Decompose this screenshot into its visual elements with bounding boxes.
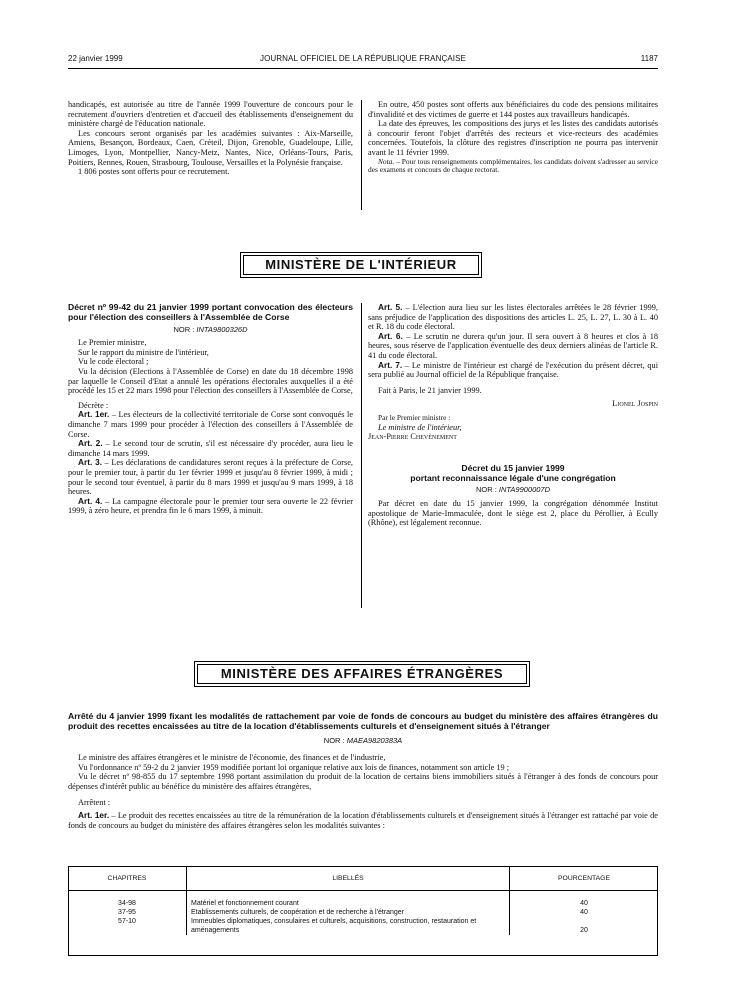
article-paragraph — [68, 811, 658, 830]
header-journal-title: JOURNAL OFFICIEL DE LA RÉPUBLIQUE FRANÇAISE — [260, 54, 466, 63]
ministry-foreign-title: MINISTÈRE DES AFFAIRES ÉTRANGÈRES — [197, 664, 527, 684]
minister-name: Jean-Pierre Chevènement — [368, 432, 457, 442]
article-label: Art. 1er. — [78, 810, 110, 821]
paragraph: handicapés, est autorisée au titre de l'année 1999 l'ouverture de concours pour le recrutement d'ouvriers d'entretien et d'accueil des établissements d'enseignement du ministère chargé de l'éducation nationale. — [68, 100, 353, 129]
article-text: – Le ministre de l'intérieur est chargé de l'exécution du présent décret, qui sera publié au Journal officiel de la République française. — [368, 360, 658, 380]
cell-chapitre: 57-10 — [68, 917, 187, 935]
table-row — [68, 917, 658, 935]
top-right-column — [368, 100, 658, 175]
column-divider — [361, 100, 362, 210]
nor-value: MAEA9820383A — [346, 735, 403, 745]
cell-libelle: Matériel et fonctionnement courant — [187, 899, 510, 908]
column-divider — [361, 303, 362, 608]
ministry-interior-title: MINISTÈRE DE L'INTÉRIEUR — [243, 255, 479, 275]
table-header-row — [68, 866, 658, 891]
cell-chapitre: 34-98 — [68, 899, 187, 908]
page-header — [68, 54, 658, 68]
ministry-foreign-box — [194, 661, 530, 687]
paragraph: 1 806 postes sont offerts pour ce recrutement. — [78, 167, 230, 177]
nor-label: NOR : — [323, 735, 347, 745]
decree1-title: Décret nº 99-42 du 21 janvier 1999 portant convocation des électeurs pour l'élection des conseillers à l'Assemblée de Corse — [68, 302, 353, 322]
top-left-column — [68, 100, 353, 177]
article-label: Art. 5. — [378, 302, 403, 312]
arretent-label: Arrêtent : — [78, 797, 111, 807]
paragraph: Le ministre des affaires étrangères et le ministre de l'économie, des finances et de l'industrie, — [78, 753, 386, 763]
by-pm: Par le Premier ministre : — [378, 412, 451, 422]
article-label: Art. 6. — [378, 330, 403, 341]
article-paragraph — [68, 458, 353, 496]
decree1-left-column — [68, 303, 353, 516]
cell-pourcentage: 40 — [580, 899, 588, 907]
paragraph: Par décret en date du 15 janvier 1999, la congrégation dénommée Institut apostolique de Marie-Immaculée, dont le siège est 2, place du Pérollier, à Ecully (Rhône), est légalement reconnue. — [368, 498, 658, 528]
minister-title — [368, 423, 658, 433]
article-label: Art. 3. — [78, 457, 103, 468]
decree2-title-line2: portant reconnaissance légale d'une congrégation — [410, 472, 616, 483]
header-rule — [68, 68, 658, 69]
nota-text: – Pour tous renseignements complémentaires, les candidats doivent s'adresser au service des examens et concours de chaque rectorat. — [368, 156, 658, 175]
article-paragraph — [368, 361, 658, 380]
nor-label: NOR : — [475, 485, 499, 495]
decree2-nor — [368, 485, 658, 495]
paragraph: En outre, 450 postes sont offerts aux bénéficiaires du code des pensions militaires d'invalidité et des victimes de guerre et 144 postes aux travailleurs handicapés. — [368, 100, 658, 119]
article-paragraph — [68, 439, 353, 458]
article-paragraph — [68, 410, 353, 439]
article-text: – Le second tour de scrutin, s'il est nécessaire d'y procéder, aura lieu le dimanche 14 mars 1999. — [68, 439, 353, 458]
cell-libelle: Immeubles diplomatiques, consulaires et culturels, acquisitions, construction, restauration et aménagements — [187, 917, 510, 935]
paragraph: Sur le rapport du ministre de l'intérieur, — [78, 347, 209, 357]
decrete-label: Décrète : — [78, 400, 109, 410]
article-label: Art. 2. — [78, 438, 103, 449]
cell-libelle: Etablissements culturels, de coopération et de recherche à l'étranger — [187, 908, 510, 917]
nor-label: NOR : — [173, 324, 197, 334]
arrete-nor — [68, 736, 658, 746]
table-row — [68, 899, 658, 908]
article-label: Art. 1er. — [78, 409, 110, 420]
paragraph: Le Premier ministre, — [78, 338, 147, 348]
article-label: Art. 7. — [378, 359, 403, 370]
signatory: Lionel Jospin — [612, 399, 658, 409]
header-date: 22 janvier 1999 — [68, 54, 123, 63]
paragraph: La date des épreuves, les compositions des jurys et les listes des candidats autorisés à concourir feront l'objet d'arrêtés des recteurs et vice-recteurs des académies concernées. Toutefois, la clôture des registres d'inscription ne pourra pas intervenir avant le 11 février 1999. — [368, 119, 658, 157]
nota-label: Nota. — [378, 156, 395, 166]
decree1-nor — [68, 325, 353, 335]
paragraph: Les concours seront organisés par les académies suivantes : Aix-Marseille, Amiens, Besançon, Bordeaux, Caen, Créteil, Dijon, Grenoble, Guadeloupe, Lille, Limoges, Lyon, Montpellier, Nancy-Metz, Nantes, Nice, Orléans-Tours, Paris, Poitiers, Rennes, Rouen, Strasbourg, Toulouse, Versailles et la Polynésie française. — [68, 128, 353, 167]
article-text: – La campagne électorale pour le premier tour sera ouverte le 22 février 1999, à zéro heure, et prendra fin le 6 mars 1999, à minuit. — [68, 496, 353, 516]
decree1-right-column — [368, 303, 658, 528]
article-text: – Le produit des recettes encaissées au titre de la rémunération de la location d'établissements culturels et d'enseignement situés à l'étranger est rattaché par voie de fonds de concours au budget du ministère des affaires étrangères selon les modalités suivantes : — [68, 811, 658, 830]
article-label: Art. 4. — [78, 495, 103, 506]
ministry-interior-box — [240, 252, 482, 278]
column-header-libelles: LIBELLÉS — [187, 866, 510, 891]
article-text: – Le scrutin ne durera qu'un jour. Il sera ouvert à 8 heures et clos à 18 heures, sous réserve de l'application éventuelle des deux derniers alinéas de l'article R. 41 du code électoral. — [368, 331, 658, 360]
table-row — [68, 908, 658, 917]
article-text: – Les électeurs de la collectivité territoriale de Corse sont convoqués le dimanche 7 mars 1999 pour procéder à l'élection des conseillers à l'Assemblée de Corse. — [68, 410, 353, 439]
article-paragraph — [68, 497, 353, 516]
cell-pourcentage: 40 — [580, 908, 588, 916]
paragraph: Vu le code électoral ; — [78, 357, 149, 367]
article-paragraph — [368, 303, 658, 332]
article-text: – Les déclarations de candidatures seront reçues à la préfecture de Corse, pour le premier tour, à partir du 1er février 1999 et jusqu'au 8 février 1999, à midi ; pour le second tour éventuel, à partir du 8 mars 1999 et jusqu'au 9 mars 1999, à 18 heures. — [68, 458, 353, 497]
minister-title-text: Le ministre de l'intérieur, — [378, 422, 462, 432]
arrete-section — [68, 712, 658, 830]
header-page-number: 1187 — [640, 54, 658, 63]
nota-paragraph — [368, 158, 658, 175]
nor-value: INTA9800326D — [196, 324, 248, 334]
paragraph: Vu la décision (Elections à l'Assemblée de Corse) en date du 18 décembre 1998 par laquelle le Conseil d'Etat a annulé les opérations électorales auxquelles il a été procédé les 15 et 22 mars 1998 pour l'élection des conseillers à l'Assemblée de Corse, — [68, 366, 353, 396]
done-at: Fait à Paris, le 21 janvier 1999. — [378, 385, 482, 395]
cell-chapitre: 37-95 — [68, 908, 187, 917]
paragraph: Vu l'ordonnance nº 59-2 du 2 janvier 1959 modifiée portant loi organique relative aux lois de finances, notamment son article 19 ; — [78, 762, 510, 772]
article-text: – L'élection aura lieu sur les listes électorales arrêtées le 28 février 1999, sans préjudice de l'application des dispositions des articles L. 25, L. 27, L. 30 à L. 40 et R. 18 du code électoral. — [368, 303, 658, 332]
article-paragraph — [368, 332, 658, 361]
column-header-pourcentage: POURCENTAGE — [510, 866, 659, 891]
budget-table — [68, 866, 658, 935]
arrete-title: Arrêté du 4 janvier 1999 fixant les modalités de rattachement par voie de fonds de concours au budget du ministère des affaires étrangères du produit des recettes encaissées au titre de la location d'établissements culturels et d'enseignement situés à l'étranger — [68, 711, 658, 731]
nor-value: INTA9900007D — [498, 485, 551, 495]
column-header-chapitres: CHAPITRES — [68, 866, 187, 891]
cell-pourcentage: 20 — [580, 926, 588, 934]
decree2-title-line1: Décret du 15 janvier 1999 — [461, 462, 565, 473]
paragraph: Vu le décret nº 98-855 du 17 septembre 1998 portant assimilation du produit de la location de certains biens immobiliers situés à l'étranger à des fonds de concours pour dépenses d'intérêt public au bénéfice du ministère des affaires étrangères, — [68, 772, 658, 791]
